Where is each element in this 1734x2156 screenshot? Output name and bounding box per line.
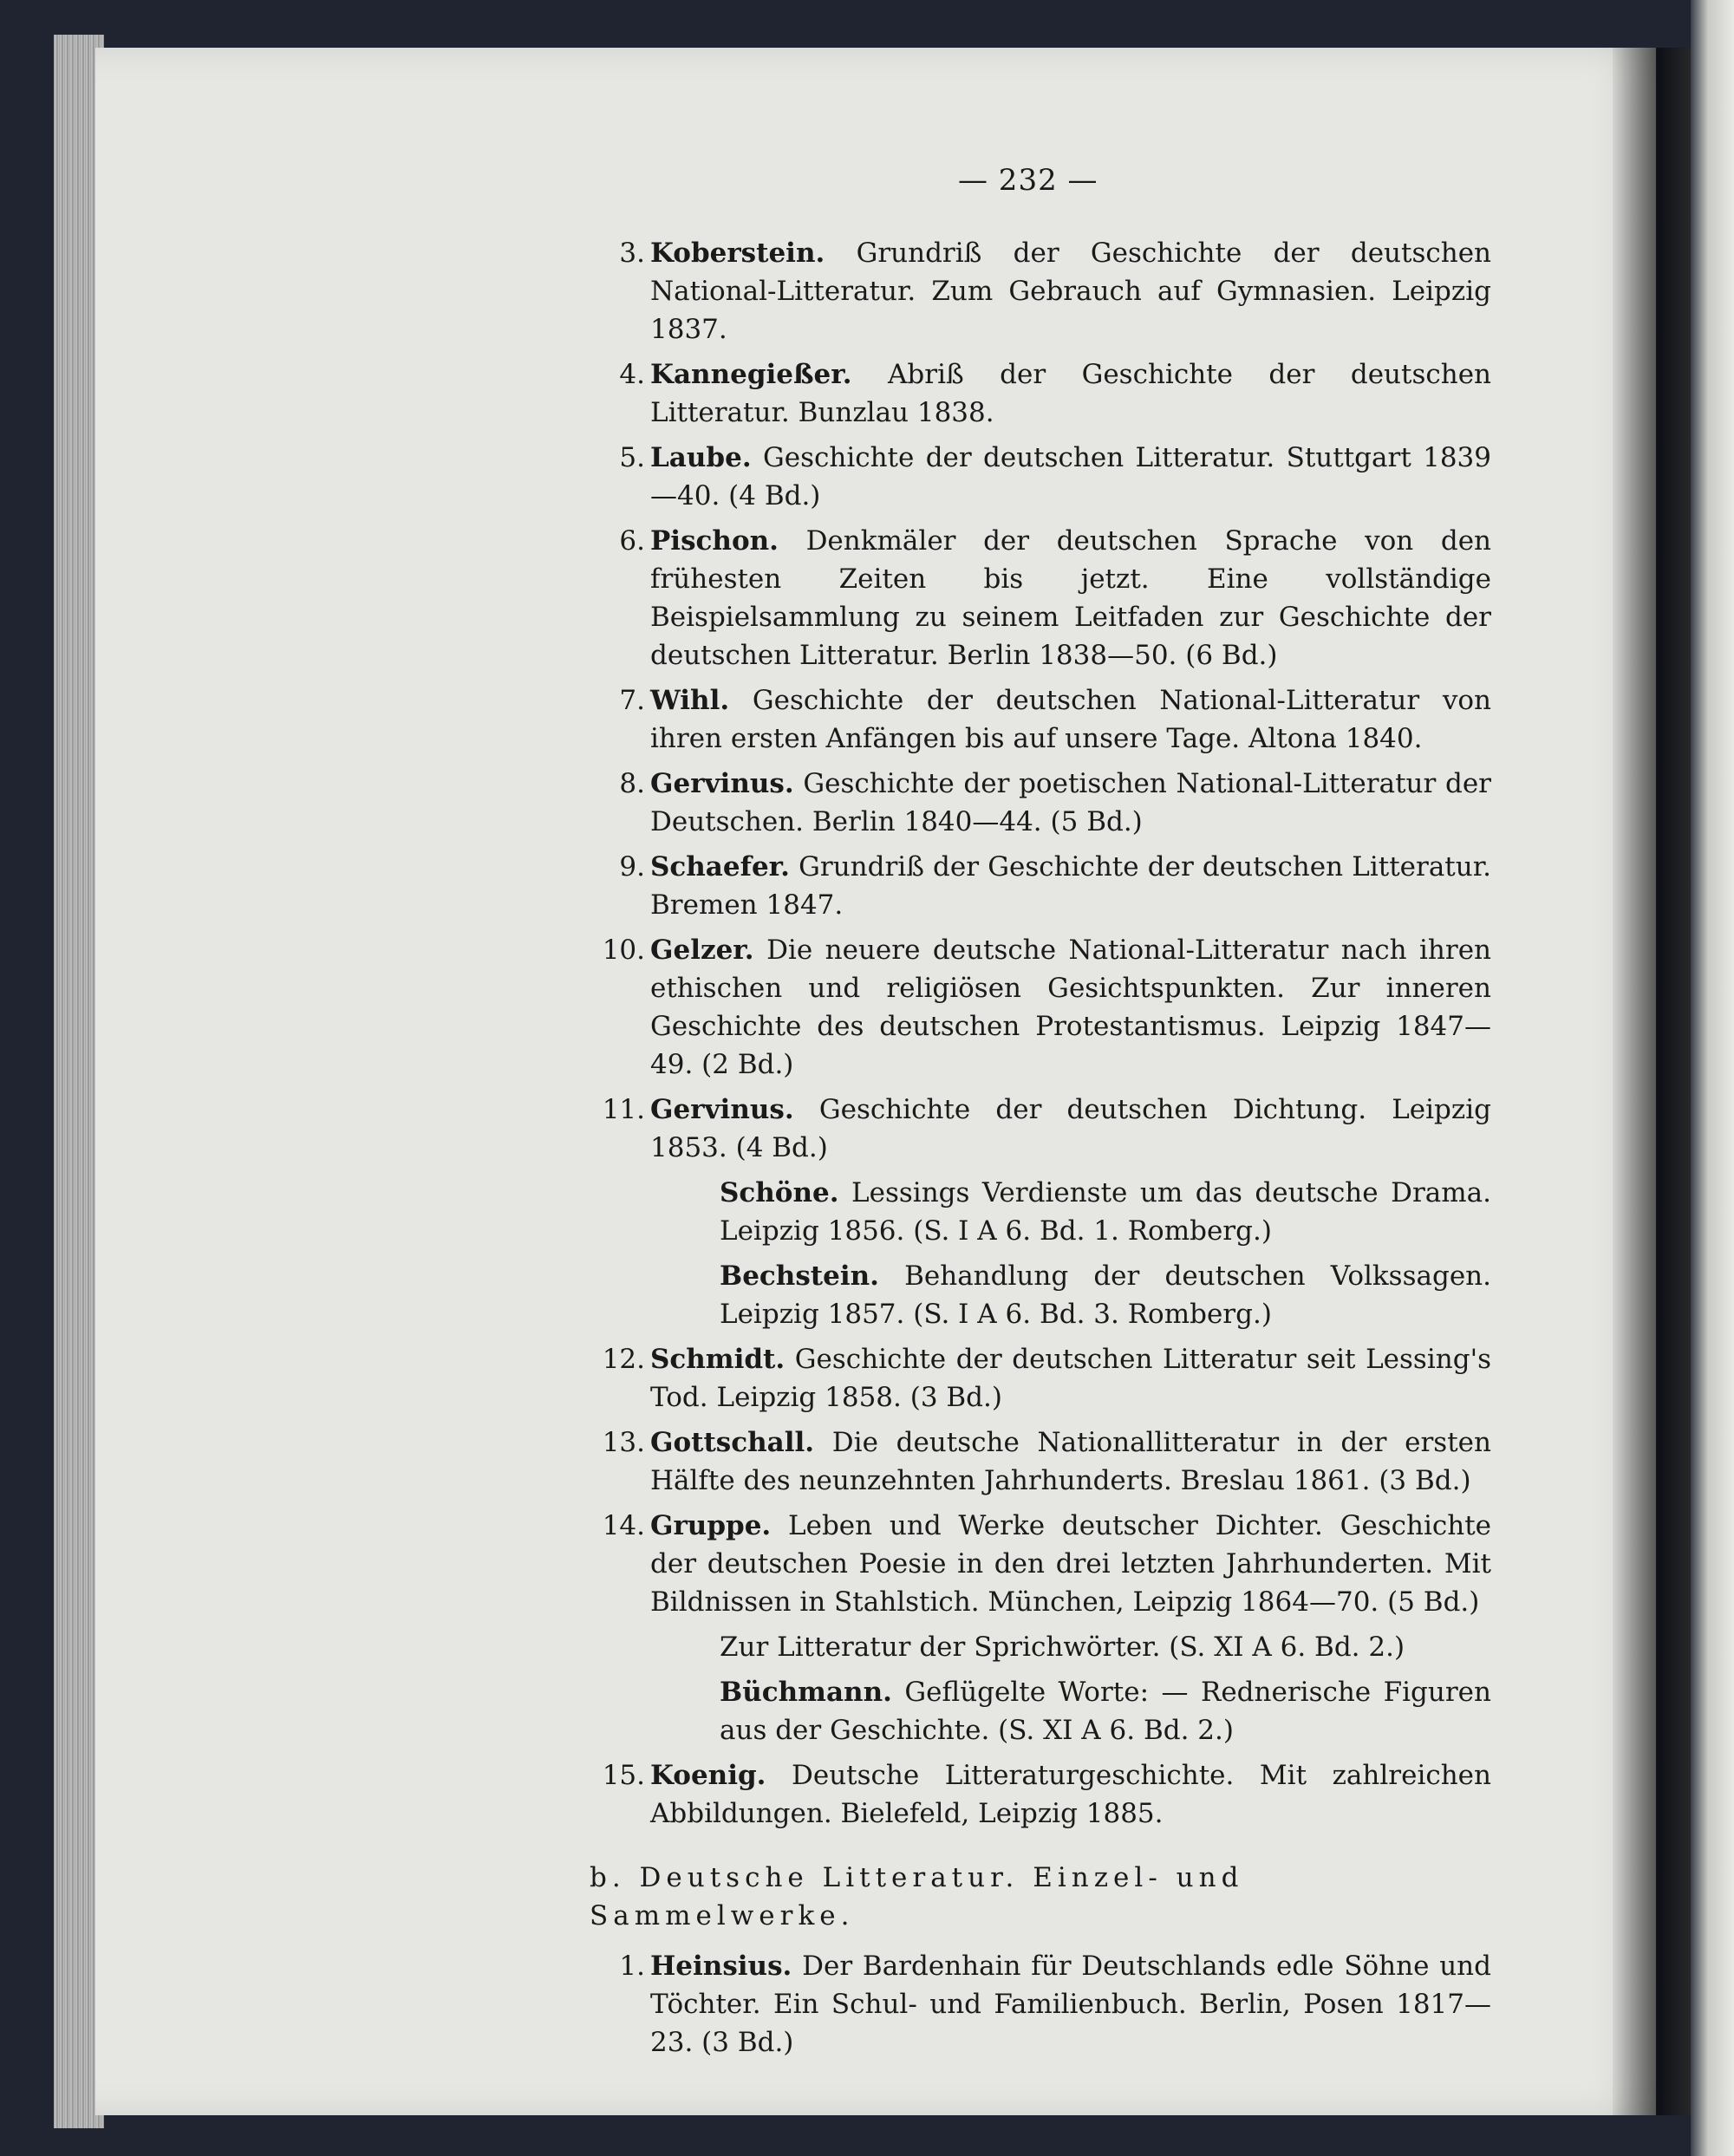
entry-author: Wihl. [650,685,730,716]
bibliography-entry [590,439,1491,515]
entry-number: 10. [602,935,645,966]
entry-text: Geflügelte Worte: — Rednerische Figuren aus der Geschichte. (S. XI A 6. Bd. 2.) [720,1677,1491,1746]
entry-text: Grundriß der Geschichte der deutschen Litteratur. Bremen 1847. [650,851,1491,921]
bibliography-subentry [590,1628,1491,1666]
bibliography-subentry [590,1174,1491,1250]
entry-number: 3. [619,238,645,269]
bibliography-entry [590,522,1491,674]
bibliography-entry [590,1507,1491,1621]
entry-text: Deutsche Litteraturgeschichte. Mit zahlreichen Abbildungen. Bielefeld, Leipzig 1885. [650,1760,1491,1829]
entry-number: 11. [602,1094,645,1125]
entry-text: Geschichte der deutschen National-Litteratur von ihren ersten Anfängen bis auf unsere Tage. Altona 1840. [650,685,1491,754]
entry-number: 12. [602,1344,645,1375]
entry-author: Gervinus. [650,1094,794,1125]
bibliography-entry [590,765,1491,841]
entry-author: Koenig. [650,1760,766,1791]
entry-author: Gottschall. [650,1427,815,1458]
entry-number: 13. [602,1427,645,1458]
page-number: — 232 — [958,163,1098,198]
bibliography-entry [590,234,1491,348]
entry-author: Gelzer. [650,935,754,966]
entry-author: Gruppe. [650,1510,772,1541]
bibliography-entry [590,681,1491,758]
entry-author: Heinsius. [650,1951,792,1982]
entry-author: Laube. [650,442,752,473]
entry-text: Geschichte der poetischen National-Litteratur der Deutschen. Berlin 1840—44. (5 Bd.) [650,768,1491,837]
bibliography-entry [590,1947,1491,2062]
entry-author: Bechstein. [720,1260,879,1292]
entry-number: 7. [619,685,645,716]
entry-text: Die neuere deutsche National-Litteratur nach ihren ethischen und religiösen Gesichtspunkten. Zur inneren Geschichte des deutschen Protestantismus. Leipzig 1847—49. (2 Bd.) [650,935,1492,1080]
entry-author: Kannegießer. [650,359,852,390]
entry-author: Schaefer. [650,851,790,883]
page-text [590,234,1491,2068]
bibliography-entry [590,1340,1491,1417]
entry-text: Lessings Verdienste um das deutsche Drama. Leipzig 1856. (S. I A 6. Bd. 1. Romberg.) [720,1177,1491,1247]
entry-text: Zur Litteratur der Sprichwörter. (S. XI A 6. Bd. 2.) [720,1632,1405,1663]
entry-text: Der Bardenhain für Deutschlands edle Söhne und Töchter. Ein Schul- und Familienbuch. Berlin, Posen 1817—23. (3 Bd.) [650,1951,1491,2058]
entry-number: 4. [619,359,645,390]
cover-edge [1691,0,1734,2156]
entry-text: Geschichte der deutschen Litteratur seit Lessing's Tod. Leipzig 1858. (3 Bd.) [650,1344,1491,1413]
entry-number: 8. [619,768,645,799]
entry-text: Behandlung der deutschen Volkssagen. Leipzig 1857. (S. I A 6. Bd. 3. Romberg.) [720,1260,1491,1330]
gutter-shadow [1613,48,1691,2115]
entry-number: 9. [619,851,645,883]
entry-number: 14. [602,1510,645,1541]
entry-text: Abriß der Geschichte der deutschen Litteratur. Bunzlau 1838. [650,359,1492,428]
entry-number: 6. [619,525,645,557]
entry-text: Geschichte der deutschen Dichtung. Leipzig 1853. (4 Bd.) [650,1094,1491,1163]
section-heading: b. Deutsche Litteratur. Einzel- und Sammelwerke. [590,1862,1244,1931]
entry-number: 5. [619,442,645,473]
entry-text: Denkmäler der deutschen Sprache von den frühesten Zeiten bis jetzt. Eine vollständige Beispielsammlung zu seinem Leitfaden zur Geschichte der deutschen Litteratur. Berlin 1838—50. (6 Bd.) [650,525,1491,671]
entry-text: Leben und Werke deutscher Dichter. Geschichte der deutschen Poesie in den drei letzten Jahrhunderten. Mit Bildnissen in Stahlstich. München, Leipzig 1864—70. (5 Bd.) [650,1510,1491,1618]
bibliography-subentry [590,1257,1491,1333]
entry-author: Gervinus. [650,768,794,799]
entry-number: 15. [602,1760,645,1791]
bibliography-entry [590,848,1491,924]
bibliography-entry [590,1423,1491,1500]
entry-author: Schmidt. [650,1344,786,1375]
entry-number: 1. [619,1951,645,1982]
bibliography-subentry [590,1673,1491,1749]
bibliography-entry [590,1091,1491,1167]
entry-author: Büchmann. [720,1677,892,1708]
bibliography-entry [590,355,1491,432]
entry-author: Schöne. [720,1177,839,1208]
bibliography-entry [590,1756,1491,1833]
entry-author: Koberstein. [650,238,825,269]
entry-text: Die deutsche Nationallitteratur in der ersten Hälfte des neunzehnten Jahrhunderts. Breslau 1861. (3 Bd.) [650,1427,1491,1496]
bibliography-entry [590,931,1491,1084]
entry-text: Grundriß der Geschichte der deutschen National-Litteratur. Zum Gebrauch auf Gymnasien. Leipzig 1837. [650,238,1492,345]
entry-author: Pischon. [650,525,779,557]
entry-text: Geschichte der deutschen Litteratur. Stuttgart 1839—40. (4 Bd.) [650,442,1492,511]
